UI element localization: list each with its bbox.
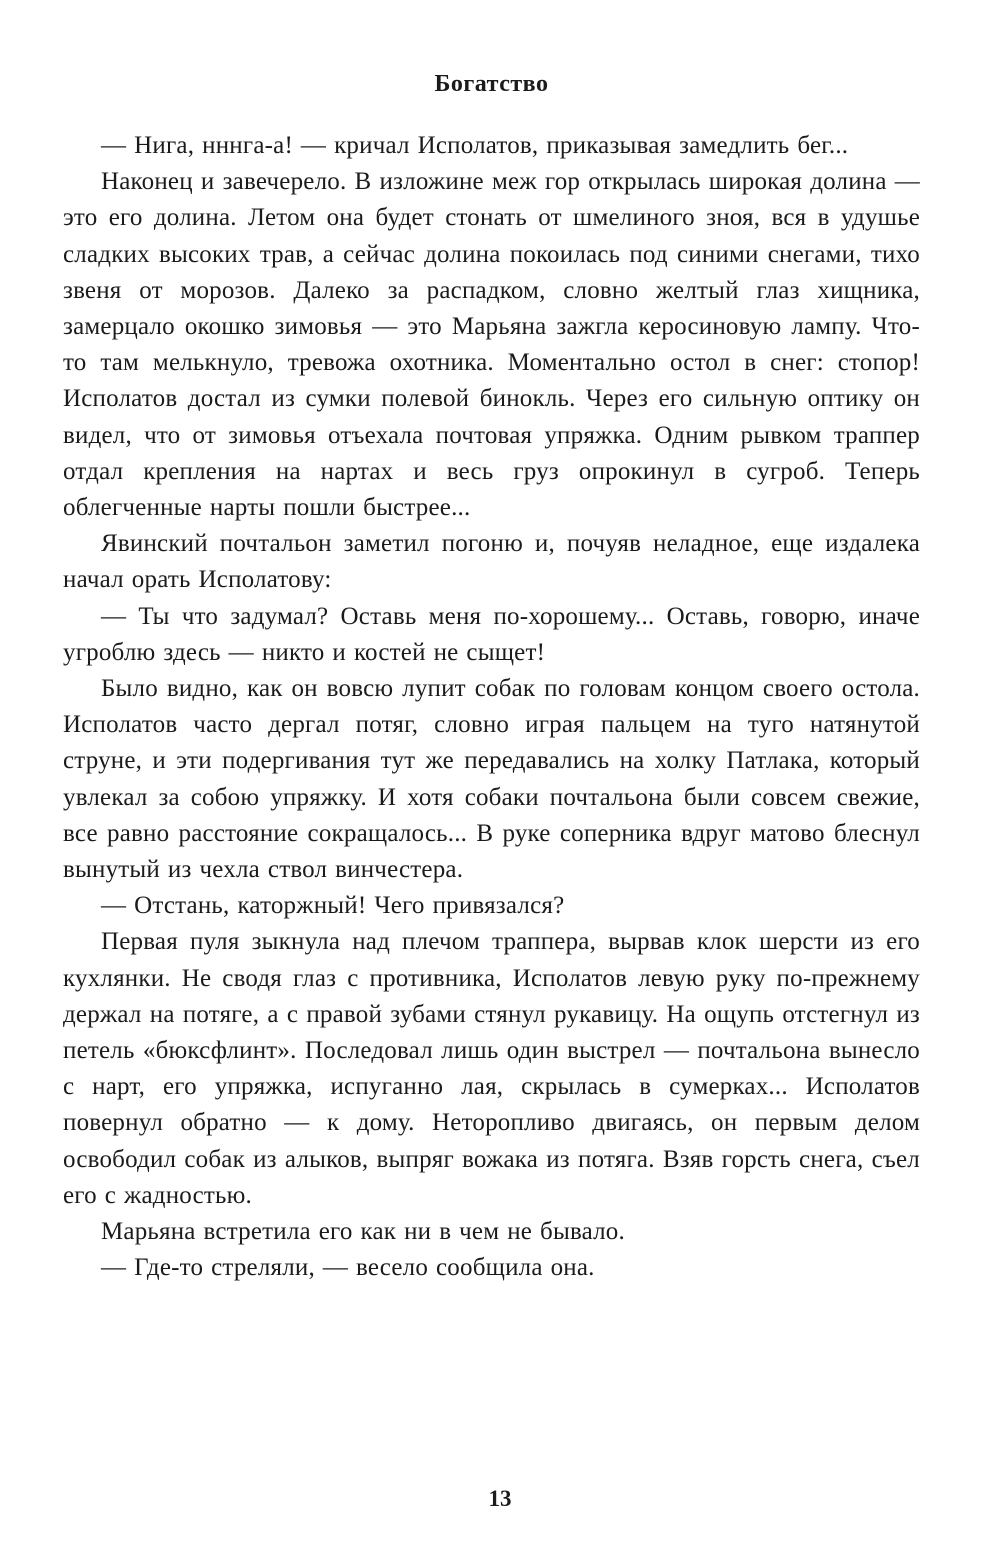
paragraph: Марьяна встретила его как ни в чем не бывало. — [101, 1218, 625, 1246]
chapter-running-head: Богатство — [434, 71, 549, 97]
page-body — [63, 128, 920, 1287]
paragraph: — Нига, нннга-а! — кричал Исполатов, приказывая замедлить бег... — [101, 132, 849, 159]
paragraph: Было видно, как он вовсю лупит собак по головам концом своего остола. Исполатов часто дергал потяг, словно играя пальцем на туго натянутой струне, и эти подергивания тут же передавались на холку Патлака, который увлекал за собою упряжку. И хотя собаки почтальона были совсем свежие, все равно расстояние сокращалось... В руке соперника вдруг матово блеснул вынутый из чехла ствол винчестера. — [63, 675, 920, 884]
paragraph: Явинский почтальон заметил погоню и, почуяв неладное, еще издалека начал орать Исполатову: — [63, 530, 920, 594]
paragraph: Наконец и завечерело. В изложине меж гор открылась широкая долина — это его долина. Летом она будет стонать от шмелиного зноя, вся в удушье сладких высоких трав, а сейчас долина покоилась под синими снегами, тихо звеня от морозов. Далеко за распадком, словно желтый глаз хищника, замерцало окошко зимовья — это Марьяна зажгла керосиновую лампу. Что-то там мелькнуло, тревожа охотника. Моментально остол в снег: стопор! Исполатов достал из сумки полевой бинокль. Через его сильную оптику он видел, что от зимовья отъехала почтовая упряжка. Одним рывком траппер отдал крепления на нартах и весь груз опрокинул в сугроб. Теперь облегченные нарты пошли быстрее... — [63, 168, 920, 522]
paragraph: Первая пуля зыкнула над плечом траппера, вырвав клок шерсти из его кухлянки. Не сводя глаз с противника, Исполатов левую руку по-прежнему держал на потяге, а с правой зубами стянул рукавицу. На ощупь отстегнул из петель «бюксфлинт». Последовал лишь один выстрел — почтальона вынесло с нарт, его упряжка, испуганно лая, скрылась в сумерках... Исполатов повернул обратно — к дому. Неторопливо двигаясь, он первым делом освободил собак из алыков, выпряг вожака из потяга. Взяв горсть снега, съел его с жадностью. — [63, 928, 920, 1209]
page-number: 13 — [488, 1486, 512, 1511]
paragraph: — Отстань, каторжный! Чего привязался? — [101, 892, 565, 920]
paragraph: — Ты что задумал? Оставь меня по-хорошему... Оставь, говорю, иначе угроблю здесь — никто и костей не сыщет! — [63, 602, 920, 666]
paragraph: — Где-то стреляли, — весело сообщила она. — [101, 1254, 595, 1282]
